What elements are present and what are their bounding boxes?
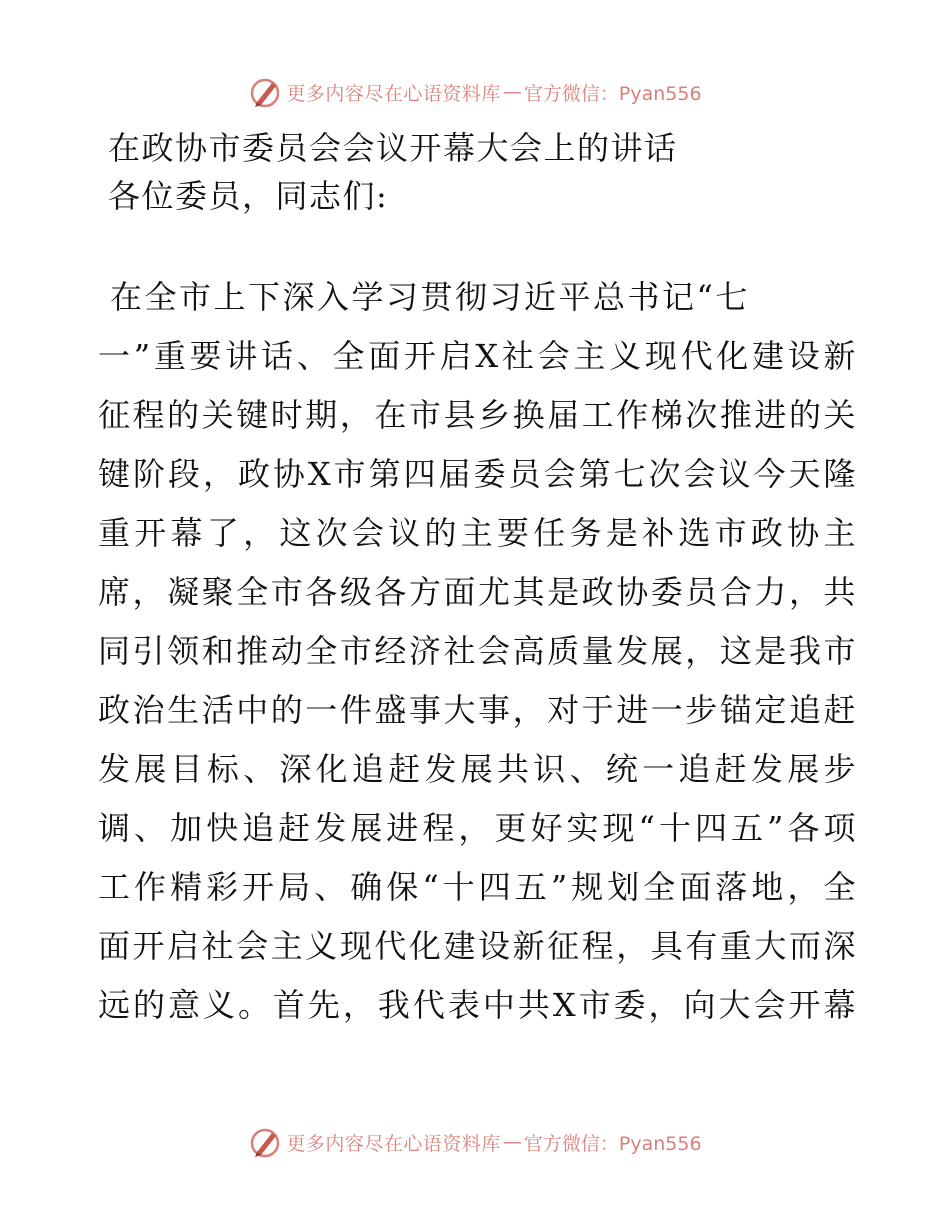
body-paragraph xyxy=(98,268,858,1035)
watermark-contact: 官方微信：Pyan556 xyxy=(523,1132,702,1155)
body-line: 同引领和推动全市经济社会高质量发展，这是我市 xyxy=(98,632,858,670)
watermark-contact: 官方微信：Pyan556 xyxy=(523,82,702,105)
watermark-separator: — xyxy=(502,81,522,103)
body-line: 征程的关键时期，在市县乡换届工作梯次推进的关 xyxy=(98,396,858,434)
body-line: 调、加快追赶发展进程，更好实现“十四五”各项 xyxy=(98,809,858,847)
body-line: 远的意义。首先，我代表中共X市委，向大会开幕 xyxy=(98,986,858,1024)
pen-logo-icon xyxy=(248,75,282,109)
body-line: 在全市上下深入学习贯彻习近平总书记“七 xyxy=(110,278,750,316)
body-line: 重开幕了，这次会议的主要任务是补选市政协主 xyxy=(98,514,858,552)
body-line: 工作精彩开局、确保“十四五”规划全面落地，全 xyxy=(98,868,858,906)
body-line: 政治生活中的一件盛事大事，对于进一步锚定追赶 xyxy=(98,691,858,729)
salutation: 各位委员，同志们: xyxy=(108,177,389,215)
watermark-header xyxy=(0,72,950,112)
pen-logo-icon xyxy=(248,1125,282,1159)
watermark-footer xyxy=(0,1122,950,1162)
body-line: 发展目标、深化追赶发展共识、统一追赶发展步 xyxy=(98,750,858,788)
body-line: 面开启社会主义现代化建设新征程，具有重大而深 xyxy=(98,927,858,965)
body-line: 键阶段，政协X市第四届委员会第七次会议今天隆 xyxy=(98,455,858,493)
watermark-separator: — xyxy=(502,1131,522,1153)
body-line: 一”重要讲话、全面开启X社会主义现代化建设新 xyxy=(98,337,858,375)
watermark-site-text: 更多内容尽在心语资料库 xyxy=(286,82,501,105)
body-line: 席，凝聚全市各级各方面尤其是政协委员合力，共 xyxy=(98,573,858,611)
document-title: 在政协市委员会会议开幕大会上的讲话 xyxy=(108,129,678,167)
watermark-site-text: 更多内容尽在心语资料库 xyxy=(286,1132,501,1155)
